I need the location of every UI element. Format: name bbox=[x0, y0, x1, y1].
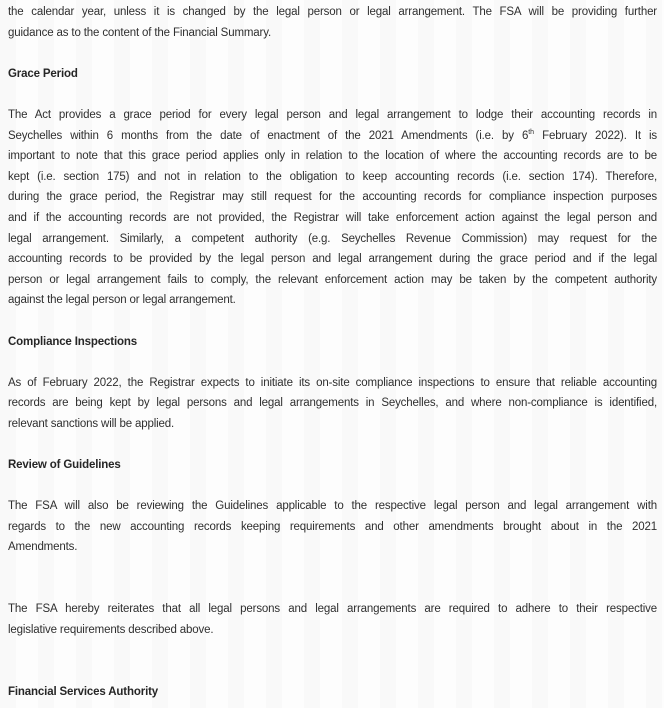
text-line: regards to the new accounting records keeping requirements and other amendments brought about in the 2021 bbox=[8, 520, 657, 533]
section-heading: Financial Services Authority bbox=[8, 685, 159, 698]
text-line: the calendar year, unless it is changed by the legal person or legal arrangement. The FSA will be providing further bbox=[8, 6, 657, 18]
text-line: guidance as to the content of the Financial Summary. bbox=[8, 26, 272, 39]
text-line: person or legal arrangement fails to comply, the relevant enforcement action may be taken by the competent authority bbox=[8, 273, 657, 286]
text-line: The FSA hereby reiterates that all legal persons and legal arrangements are required to adhere to their respective bbox=[8, 603, 657, 616]
text-line: against the legal person or legal arrangement. bbox=[8, 294, 236, 307]
text-line: Seychelles within 6 months from the date of enactment of the 2021 Amendments (i.e. by 6th February 2022). It is bbox=[8, 128, 657, 142]
section-heading: Grace Period bbox=[8, 67, 78, 80]
paragraph bbox=[8, 496, 657, 558]
paragraph bbox=[8, 105, 657, 311]
paragraph bbox=[8, 599, 657, 640]
paragraph bbox=[8, 373, 657, 435]
section-heading: Review of Guidelines bbox=[8, 459, 121, 472]
text-line: The Act provides a grace period for every legal person and legal arrangement to lodge their accounting records in bbox=[8, 108, 657, 121]
text-line: As of February 2022, the Registrar expects to initiate its on-site compliance inspections to ensure that reliable accounting bbox=[8, 376, 657, 389]
text-line: relevant sanctions will be applied. bbox=[8, 417, 175, 430]
text-line: important to note that this grace period applies only in relation to the location of where the accounting records are to be bbox=[8, 150, 657, 163]
text-line: and if the accounting records are not provided, the Registrar will take enforcement action against the legal person and bbox=[8, 211, 657, 224]
section-heading: Compliance Inspections bbox=[8, 335, 137, 348]
text-line: legislative requirements described above. bbox=[8, 623, 214, 636]
text-line: records are being kept by legal persons and legal arrangements in Seychelles, and where non-compliance is identified, bbox=[8, 397, 657, 410]
text-line: legal arrangement. Similarly, a competent authority (e.g. Seychelles Revenue Commission) may request for the bbox=[8, 232, 657, 245]
text-line: kept (i.e. section 175) and not in relation to the obligation to keep accounting records (i.e. section 174). Therefore, bbox=[8, 170, 657, 183]
text-line: The FSA will also be reviewing the Guidelines applicable to the respective legal person and legal arrangement with bbox=[8, 500, 657, 513]
document-body bbox=[8, 2, 657, 702]
text-line: accounting records to be provided by the legal person and legal arrangement during the grace period and if the legal bbox=[8, 253, 657, 266]
text-line: during the grace period, the Registrar may still request for the accounting records for compliance inspection purposes bbox=[8, 191, 657, 204]
text-line: Amendments. bbox=[8, 541, 78, 554]
paragraph bbox=[8, 2, 657, 43]
